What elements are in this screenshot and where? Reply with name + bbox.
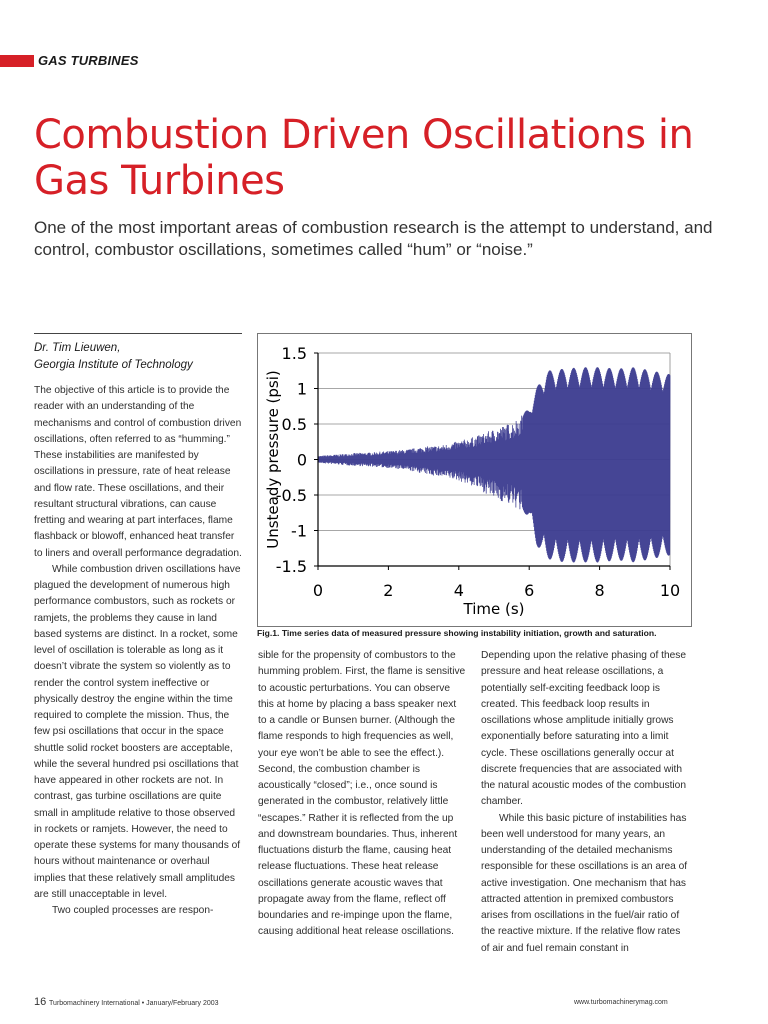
section-accent-bar <box>0 55 34 67</box>
x-tick-label: 10 <box>659 581 681 600</box>
x-axis-label: Time (s) <box>463 600 525 618</box>
body-column-3 <box>481 648 689 957</box>
body-column-2 <box>258 648 466 941</box>
paragraph: Two coupled processes are respon- <box>52 905 214 916</box>
footer-left <box>34 996 219 1008</box>
publication-info: Turbomachinery International • January/February 2003 <box>49 1000 219 1007</box>
author-affiliation: Georgia Institute of Technology <box>34 359 193 371</box>
author-divider <box>34 333 242 334</box>
y-tick-label: 1 <box>296 379 307 399</box>
y-tick-label: -1 <box>291 521 307 541</box>
y-axis-label: Unsteady pressure (psi) <box>264 370 282 549</box>
paragraph: While combustion driven oscillations have plagued the development of numerous high performance combustors, such as rockets or ramjets, the problems they cause in land based systems are distinct. In a rocket, some level of oscillation is tolerable as long as it doesn’t vibrate the system so violently as to render the control system ineffective or physically destroy the engine within the time required to complete the mission. Thus, the few psi oscillations that occur in the space shuttle solid rocket boosters are acceptable, while the several hundred psi oscillations that have appeared in other rockets are not. In contrast, gas turbine oscillations are quite small in amplitude relative to those observed in rockets or ramjets. However, the need to operate these systems for many thousands of hours without maintenance or overhaul implies that these relatively small amplitudes are still unacceptable in level. <box>34 563 241 900</box>
x-tick-label: 6 <box>524 581 535 600</box>
paragraph: sible for the propensity of combustors to the humming problem. First, the flame is sensitive to acoustic perturbations. You can observe this at home by placing a bass speaker next to a candle or Bunsen burner. (Although the flame responds to high frequencies as well, your eye won’t be able to see the effect.). Second, the combustion chamber is acoustically “closed”; i.e., once sound is generated in the combustor, relatively little “escapes.” Rather it is reflected from the up and downstream boundaries. Thus, inherent fluctuations disturb the flame, causing heat release fluctuations. These heat release oscillations generate acoustic waves that propagate away from the flame, reflect off boundaries and re-impinge upon the flame, causing additional heat release oscillations. <box>258 650 466 938</box>
figure-frame <box>257 333 692 627</box>
paragraph: The objective of this article is to provide the reader with an understanding of the mechanisms and control of combustion driven oscillations, often referred to as “humming.” These instabilities are manifested by oscillations in pressure, rate of heat release and flow rate. These oscillations, and their resultant structural vibrations, can cause fretting and wearing at part interfaces, flame flashback or blowoff, enhanced heat transfer to liners and overall performance degradation. <box>34 385 242 559</box>
x-tick-label: 4 <box>453 581 464 600</box>
y-tick-label: -0.5 <box>275 486 307 505</box>
x-tick-label: 2 <box>383 581 394 600</box>
author-block <box>34 340 244 374</box>
body-column-1 <box>34 383 242 919</box>
y-tick-label: -1.5 <box>275 557 307 576</box>
paragraph: While this basic picture of instabilities has been well understood for many years, an understanding of the detailed mechanisms responsible for these oscillations is an area of active investigation. One mechanism that has attracted attention in premixed combustors arises from oscillations in the fuel/air ratio of the reactive mixture. If the relative flow rates of air and fuel remain constant in <box>481 812 688 954</box>
section-label: GAS TURBINES <box>38 53 139 68</box>
x-tick-label: 8 <box>594 581 605 600</box>
footer-website: www.turbomachinerymag.com <box>574 999 668 1006</box>
article-title: Combustion Driven Oscillations in Gas Turbines <box>34 112 694 204</box>
paragraph: Depending upon the relative phasing of these pressure and heat release oscillations, a potentially self-exciting feedback loop is created. This feedback loop results in oscillations whose amplitude initially grows exponentially before saturating into a limit cycle. These oscillations generally occur at discrete frequencies that are associated with the natural acoustic modes of the combustion chamber. <box>481 650 687 808</box>
chart-wave <box>318 367 670 562</box>
y-tick-label: 0.5 <box>281 415 307 434</box>
y-tick-label: 1.5 <box>281 344 307 363</box>
figure-caption: Fig.1. Time series data of measured pressure showing instability initiation, growth and saturation. <box>257 628 657 638</box>
y-tick-label: 0 <box>296 450 307 470</box>
article-subtitle: One of the most important areas of combustion research is the attempt to understand, and control, combustor oscillations, sometimes called “hum” or “noise.” <box>34 218 713 259</box>
x-tick-label: 0 <box>312 581 324 600</box>
pressure-chart <box>258 334 691 626</box>
page-number: 16 <box>34 996 47 1008</box>
author-name: Dr. Tim Lieuwen, <box>34 342 121 354</box>
pressure-series-line <box>318 367 670 562</box>
